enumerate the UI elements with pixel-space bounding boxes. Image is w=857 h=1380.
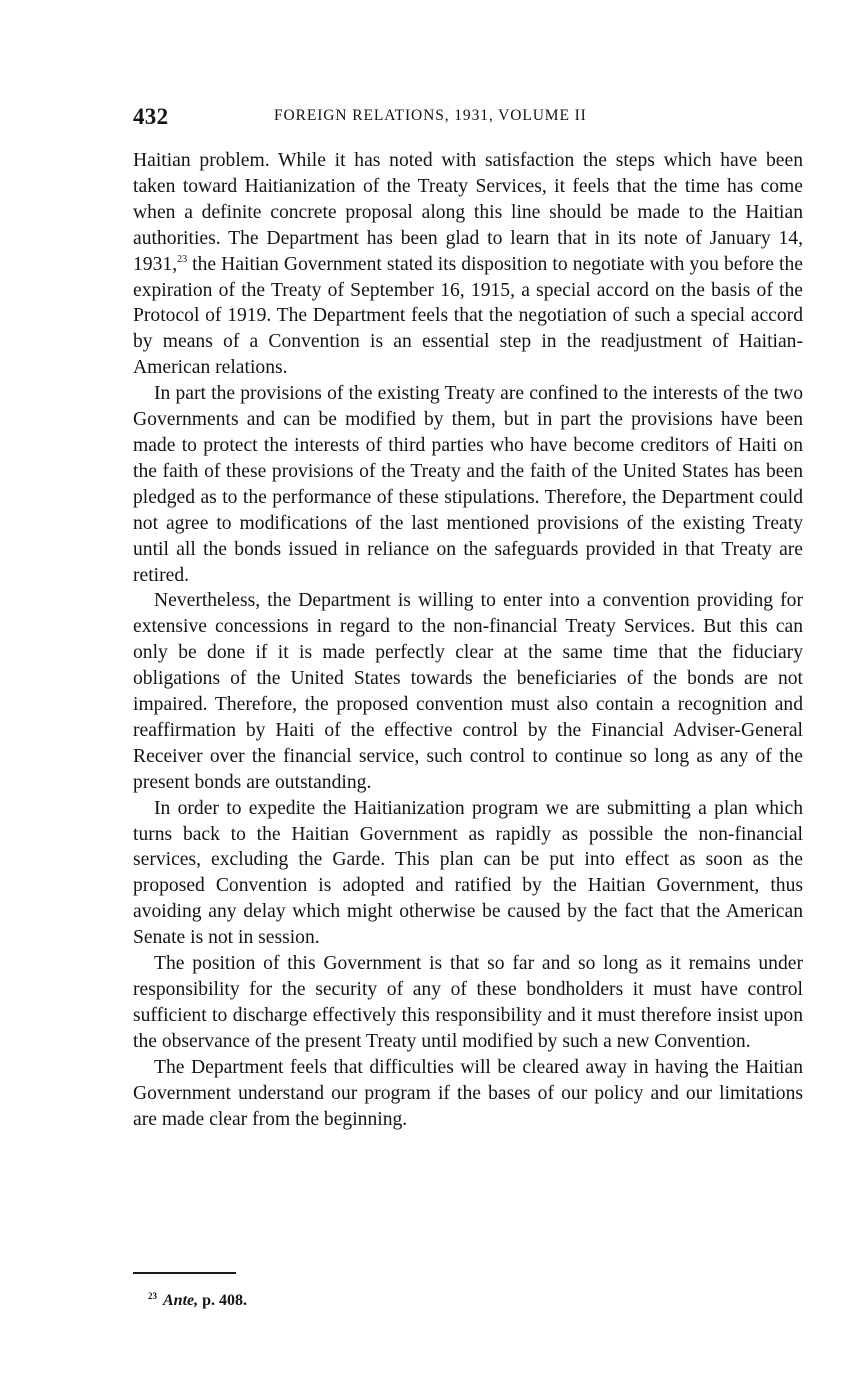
footnote-ante: Ante,	[163, 1292, 199, 1309]
paragraph-5: The position of this Government is that so far and so long as it remains under responsibility for the security of any of these bondholders it must have control sufficient to discharge effectively this responsibility and it must therefore insist upon the observance of the present Treaty until modified by such a new Convention.	[133, 953, 803, 1052]
footnote	[148, 1286, 247, 1311]
footnote-mark: 23	[148, 1291, 157, 1301]
paragraph-6: The Department feels that difficulties will be cleared away in having the Haitian Government understand our program if the bases of our policy and our limitations are made clear from the beginning.	[133, 1056, 803, 1130]
body-text	[133, 148, 803, 1132]
footnote-rule	[133, 1272, 236, 1274]
paragraph-1-text-b: the Haitian Government stated its disposition to negotiate with you before the expiration of the Treaty of September 16, 1915, a special accord on the basis of the Protocol of 1919. The Department feels that the negotiation of such a special accord by means of a Convention is an essential step in the readjustment of Haitian-American relations.	[133, 253, 803, 379]
running-head	[133, 104, 803, 130]
paragraph-2: In part the provisions of the existing Treaty are confined to the interests of the two Governments and can be modified by them, but in part the provisions have been made to protect the interests of third parties who have become creditors of Haiti on the faith of these provisions of the Treaty and the faith of the United States has been pledged as to the performance of these stipulations. Therefore, the Department could not agree to modifications of the last mentioned provisions of the existing Treaty until all the bonds issued in reliance on the safeguards provided in that Treaty are retired.	[133, 383, 803, 586]
paragraph-3: Nevertheless, the Department is willing to enter into a convention providing for extensive concessions in regard to the non-financial Treaty Services. But this can only be done if it is made perfectly clear at the same time that the fiduciary obligations of the United States towards the beneficiaries of the bonds are not impaired. Therefore, the proposed convention must also contain a recognition and reaffirmation by Haiti of the effective control by the Financial Adviser-General Receiver over the financial service, such control to continue so long as any of the present bonds are outstanding.	[133, 590, 803, 793]
paragraph-1	[133, 148, 803, 381]
paragraph-1-text-a: Haitian problem. While it has noted with satisfaction the steps which have been taken toward Haitianization of the Treaty Services, it feels that the time has come when a definite concrete proposal along this line should be made to the Haitian authorities. The Department has been glad to learn that in its note of January 14, 1931,	[133, 150, 803, 275]
footnote-page: p. 408.	[202, 1292, 248, 1309]
footnote-reference: 23	[177, 253, 188, 265]
paragraph-4: In order to expedite the Haitianization program we are submitting a plan which turns back to the Haitian Government as rapidly as possible the non-financial services, excluding the Garde. This plan can be put into effect as soon as the proposed Convention is adopted and ratified by the Haitian Government, thus avoiding any delay which might otherwise be caused by the fact that the American Senate is not in session.	[133, 797, 803, 949]
running-title: FOREIGN RELATIONS, 1931, VOLUME II	[274, 107, 587, 124]
page-number: 432	[133, 104, 169, 129]
